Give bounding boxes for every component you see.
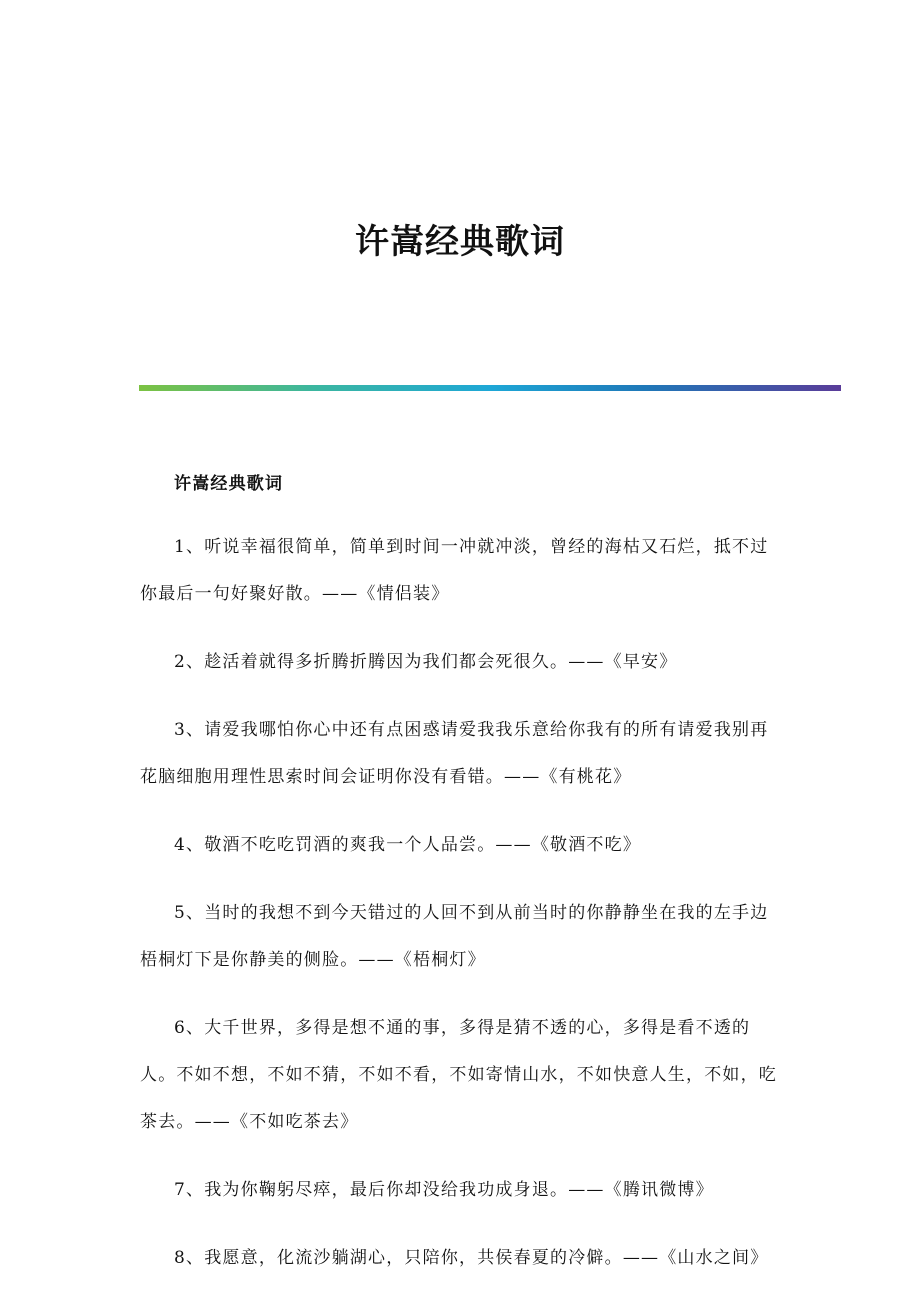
lyric-paragraph-5: 5、当时的我想不到今天错过的人回不到从前当时的你静静坐在我的左手边梧桐灯下是你静美的侧脸。——《梧桐灯》	[140, 903, 769, 970]
lyric-paragraph-7: 7、我为你鞠躬尽瘁，最后你却没给我功成身退。——《腾讯微博》	[174, 1180, 714, 1200]
lyric-paragraph-3: 3、请爱我哪怕你心中还有点困惑请爱我我乐意给你我有的所有请爱我别再花脑细胞用理性思索时间会证明你没有看错。——《有桃花》	[140, 720, 769, 787]
section-heading: 许嵩经典歌词	[174, 474, 284, 494]
lyric-paragraph-4: 4、敬酒不吃吃罚酒的爽我一个人品尝。——《敬酒不吃》	[174, 835, 642, 855]
document-title: 许嵩经典歌词	[355, 222, 565, 262]
lyric-paragraph-6: 6、大千世界，多得是想不通的事，多得是猜不透的心，多得是看不透的人。不如不想，不如不猜，不如不看，不如寄情山水，不如快意人生，不如，吃茶去。——《不如吃茶去》	[140, 1018, 777, 1132]
title-divider-bar	[139, 385, 841, 391]
document-body	[140, 468, 785, 1303]
lyric-paragraph-1: 1、听说幸福很简单，简单到时间一冲就冲淡，曾经的海枯又石烂，抵不过你最后一句好聚好散。——《情侣装》	[140, 537, 769, 604]
lyric-paragraph-2: 2、趁活着就得多折腾折腾因为我们都会死很久。——《早安》	[174, 652, 678, 672]
lyric-paragraph-8: 8、我愿意，化流沙躺湖心，只陪你，共侯春夏的冷僻。——《山水之间》	[174, 1248, 769, 1268]
